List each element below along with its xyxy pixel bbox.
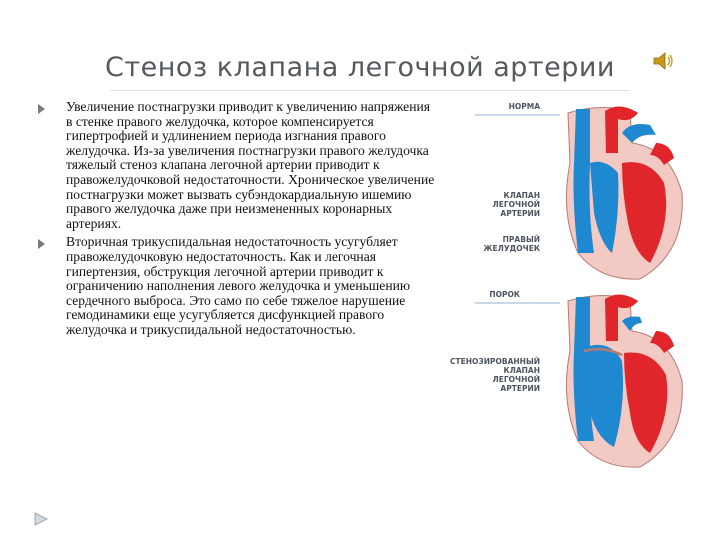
label-stenosed-line2: КЛАПАН [503,366,540,375]
speaker-icon[interactable] [652,50,676,72]
bullet-text: Вторичная трикуспидальная недостаточность усугубляет правожелудочковую недостаточность. Как и легочная гипертензия, обструкция легочной артерии приводит к ограничению наполнения левого желудочка и уменьшению сердечного выброса. Это само по себе тяжелое нарушение гемодинамики еще усугубляется дисфункцией правого желудочка и трикуспидальной недостаточностью. [66,234,411,337]
bullet-item [38,100,438,231]
title-divider [110,90,630,91]
label-rv-line2: ЖЕЛУДОЧЕК [483,244,540,253]
stenosed-heart-illustration [560,291,690,471]
label-underline [475,114,560,116]
nav-arrow-icon[interactable] [33,512,49,526]
heart-diagram-figure [430,95,720,475]
bullet-text: Увеличение постнагрузки приводит к увеличению напряжения в стенке правого желудочка, которое компенсируется гипертрофией и удлинением периода изгнания правого желудочка. Из-за увеличения постнагрузки правого желудочка тяжелый стеноз клапана легочной артерии приводит к правожелудочковой недостаточности. Хроническое увеличение постнагрузки может вызвать субэндокардиальную ишемию правого желудочка даже при неизмененных коронарных артериях. [66,99,435,231]
slide-title: Стеноз клапана легочной артерии [105,52,615,83]
bullet-arrow-icon [38,239,45,249]
normal-heart-illustration [560,103,690,283]
label-underline [475,302,560,304]
label-defect: ПОРОК [489,290,520,299]
bullet-arrow-icon [38,104,45,114]
label-normal: НОРМА [508,102,540,111]
label-stenosed-line3: ЛЕГОЧНОЙ [492,375,540,384]
bullet-item [38,235,438,337]
label-stenosed-line4: АРТЕРИИ [500,384,540,393]
label-valve-line2: ЛЕГОЧНОЙ [492,200,540,209]
bullet-list [38,100,438,342]
label-valve-line3: АРТЕРИИ [500,209,540,218]
label-rv-line1: ПРАВЫЙ [502,235,540,244]
label-valve-line1: КЛАПАН [503,191,540,200]
label-stenosed-line1: СТЕНОЗИРОВАННЫЙ [450,357,540,366]
